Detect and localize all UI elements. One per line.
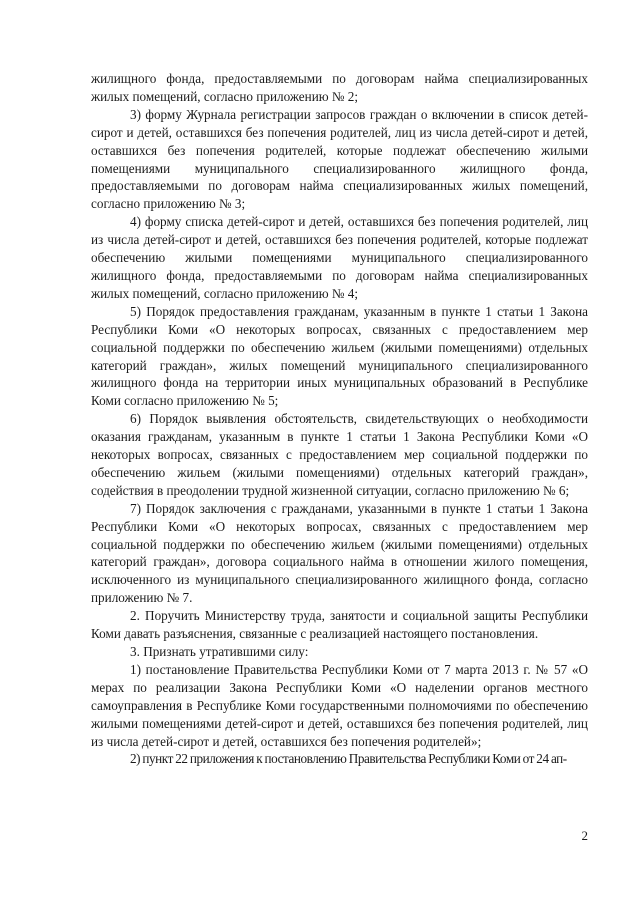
paragraph-item-5: 5) Порядок предоставления гражданам, указанным в пункте 1 статьи 1 Закона Республики Коми «О некоторых вопросах, связанных с предоставлением мер социальной поддержки по обеспечению жильем (жилыми помещениями) отдельных категорий граждан», жилых помещений муниципального специализированного жилищного фонда на территории иных муниципальных образований в Республике Коми согласно приложению № 5; (91, 303, 588, 409)
document-body (91, 70, 588, 768)
paragraph-continuation: жилищного фонда, предоставляемыми по договорам найма специализированных жилых помещений, согласно приложению № 2; (91, 71, 588, 104)
paragraph-repeal-2: 2) пункт 22 приложения к постановлению Правительства Республики Коми от 24 ап- (130, 751, 567, 767)
paragraph-clause-3: 3. Признать утратившими силу: (130, 644, 309, 659)
paragraph-repeal-1: 1) постановление Правительства Республики Коми от 7 марта 2013 г. № 57 «О мерах по реализации Закона Республики Коми «О наделении органов местного самоуправления в Республике Коми государственными полномочиями по обеспечению жилыми помещениями детей-сирот и детей, оставшихся без попечения родителей, лиц из числа детей-сирот и детей, оставшихся без попечения родителей»; (91, 661, 588, 749)
paragraph-item-6: 6) Порядок выявления обстоятельств, свидетельствующих о необходимости оказания гражданам, указанным в пункте 1 статьи 1 Закона Республики Коми «О некоторых вопросах, связанных с предоставлением мер социальной поддержки по обеспечению жильем (жилыми помещениями) отдельных категорий граждан», содействия в преодолении трудной жизненной ситуации, согласно приложению № 6; (91, 411, 588, 498)
paragraph-item-4: 4) форму списка детей-сирот и детей, оставшихся без попечения родителей, лиц из числа детей-сирот и детей, оставшихся без попечения родителей, которые подлежат обеспечению жилыми помещениями муниципального специализированного жилищного фонда, предоставляемыми по договорам найма специализированных жилых помещений, согласно приложению № 4; (91, 214, 588, 301)
paragraph-item-7: 7) Порядок заключения с гражданами, указанными в пункте 1 статьи 1 Закона Республики Коми «О некоторых вопросах, связанных с предоставлением мер социальной поддержки по обеспечению жильем (жилыми помещениями) отдельных категорий граждан», договора социального найма в отношении жилого помещения, исключенного из муниципального специализированного жилищного фонда, согласно приложению № 7. (91, 500, 588, 606)
paragraph-clause-2: 2. Поручить Министерству труда, занятости и социальной защиты Республики Коми давать разъяснения, связанные с реализацией настоящего постановления. (91, 608, 588, 642)
page-number: 2 (581, 828, 588, 843)
paragraph-item-3: 3) форму Журнала регистрации запросов граждан о включении в список детей-сирот и детей, оставшихся без попечения родителей, лиц из числа детей-сирот и детей, оставшихся без попечения родителей, которые подлежат обеспечению жилыми помещениями муниципального специализированного жилищного фонда, предоставляемыми по договорам найма специализированных жилых помещений, согласно приложению № 3; (91, 106, 588, 212)
